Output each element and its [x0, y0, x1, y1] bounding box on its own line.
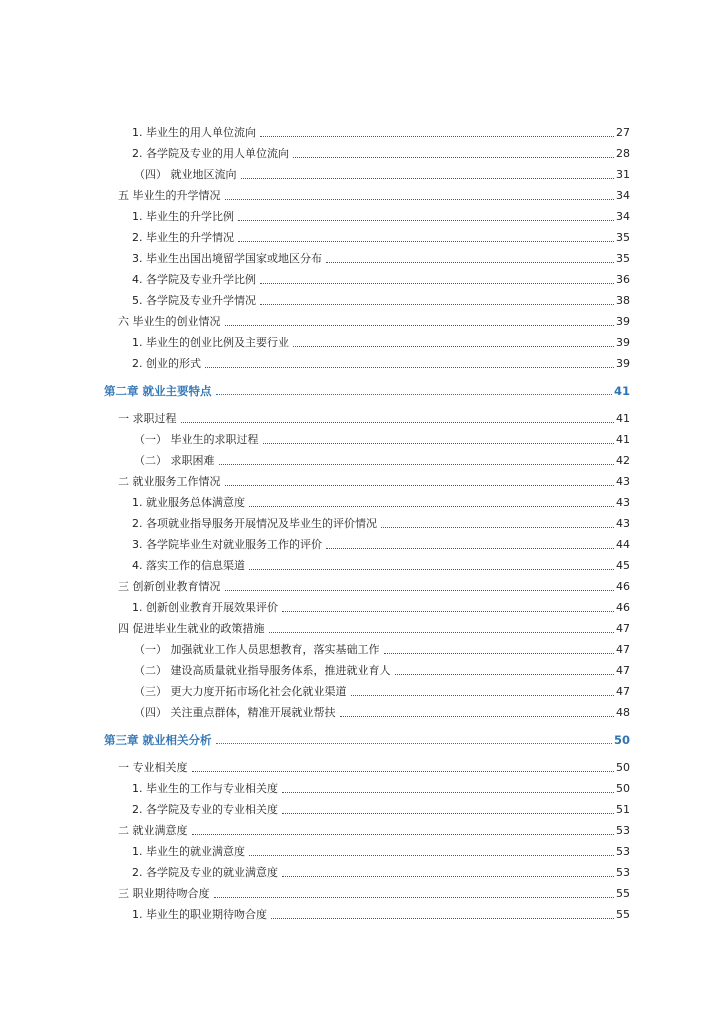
toc-page-number: 44: [616, 538, 630, 551]
toc-entry-title: 三 职业期待吻合度: [118, 887, 210, 900]
dot-leader: [381, 526, 614, 528]
toc-page-number: 55: [616, 908, 630, 921]
dot-leader: [249, 854, 614, 856]
toc-entry-title: 2. 各项就业指导服务开展情况及毕业生的评价情况: [132, 517, 377, 530]
toc-entry-title: 六 毕业生的创业情况: [118, 315, 221, 328]
dot-leader: [395, 673, 615, 675]
toc-entry-title: （一） 加强就业工作人员思想教育，落实基础工作: [134, 643, 380, 656]
dot-leader: [263, 442, 615, 444]
toc-entry-title: （四） 关注重点群体，精准开展就业帮扶: [134, 706, 336, 719]
dot-leader: [260, 303, 614, 305]
toc-entry[interactable]: [134, 641, 630, 657]
toc-entry-title: 1. 毕业生的创业比例及主要行业: [132, 336, 289, 349]
toc-entry[interactable]: [118, 187, 630, 203]
toc-entry[interactable]: [132, 494, 630, 510]
dot-leader: [282, 610, 614, 612]
toc-entry-title: 2. 各学院及专业的用人单位流向: [132, 147, 289, 160]
dot-leader: [340, 715, 615, 717]
dot-leader: [260, 135, 614, 137]
toc-entry-title: 二 就业满意度: [118, 824, 188, 837]
toc-page-number: 55: [616, 887, 630, 900]
toc-entry-title: 1. 就业服务总体满意度: [132, 496, 245, 509]
toc-entry[interactable]: [132, 208, 630, 224]
toc-entry[interactable]: [134, 683, 630, 699]
toc-page-number: 34: [616, 189, 630, 202]
toc-entry[interactable]: [132, 334, 630, 350]
toc-entry[interactable]: [118, 885, 630, 901]
toc-page-number: 53: [616, 824, 630, 837]
dot-leader: [293, 156, 614, 158]
toc-entry-title: （二） 建设高质量就业指导服务体系，推进就业育人: [134, 664, 391, 677]
toc-page-number: 43: [616, 475, 630, 488]
dot-leader: [192, 833, 615, 835]
toc-entry[interactable]: [132, 515, 630, 531]
toc-page-number: 39: [616, 357, 630, 370]
dot-leader: [219, 463, 615, 465]
toc-entry[interactable]: [132, 124, 630, 140]
toc-page-number: 28: [616, 147, 630, 160]
toc-entry-title: 五 毕业生的升学情况: [118, 189, 221, 202]
toc-page-number: 51: [616, 803, 630, 816]
toc-entry-title: 1. 创新创业教育开展效果评价: [132, 601, 278, 614]
toc-page-number: 41: [616, 433, 630, 446]
toc-page-number: 41: [613, 384, 630, 398]
toc-chapter-entry[interactable]: [104, 731, 630, 747]
dot-leader: [192, 770, 615, 772]
toc-entry-title: 一 专业相关度: [118, 761, 188, 774]
toc-entry[interactable]: [132, 557, 630, 573]
toc-page-number: 47: [616, 685, 630, 698]
toc-entry[interactable]: [132, 536, 630, 552]
toc-entry-title: 5. 各学院及专业升学情况: [132, 294, 256, 307]
toc-page-number: 50: [616, 761, 630, 774]
toc-entry[interactable]: [132, 864, 630, 880]
toc-entry-title: 2. 毕业生的升学情况: [132, 231, 234, 244]
toc-page-number: 35: [616, 252, 630, 265]
toc-entry[interactable]: [132, 292, 630, 308]
toc-page-number: 43: [616, 517, 630, 530]
toc-entry[interactable]: [132, 843, 630, 859]
dot-leader: [282, 812, 614, 814]
toc-page-number: 31: [616, 168, 630, 181]
toc-page-number: 39: [616, 315, 630, 328]
toc-entry-title: 1. 毕业生的升学比例: [132, 210, 234, 223]
toc-page-number: 38: [616, 294, 630, 307]
toc-page-number: 36: [616, 273, 630, 286]
toc-entry-title: （四） 就业地区流向: [134, 168, 237, 181]
toc-chapter-entry[interactable]: [104, 382, 630, 398]
toc-entry-title: （二） 求职困难: [134, 454, 215, 467]
dot-leader: [216, 742, 612, 744]
toc-entry[interactable]: [132, 229, 630, 245]
toc-entry[interactable]: [134, 166, 630, 182]
dot-leader: [225, 324, 615, 326]
dot-leader: [293, 345, 614, 347]
toc-entry[interactable]: [118, 313, 630, 329]
toc-entry-title: 一 求职过程: [118, 412, 177, 425]
dot-leader: [249, 505, 614, 507]
toc-entry-title: 4. 落实工作的信息渠道: [132, 559, 245, 572]
toc-page-number: 35: [616, 231, 630, 244]
toc-entry-title: 2. 创业的形式: [132, 357, 201, 370]
dot-leader: [241, 177, 615, 179]
dot-leader: [214, 896, 615, 898]
toc-entry-title: （一） 毕业生的求职过程: [134, 433, 259, 446]
dot-leader: [260, 282, 614, 284]
dot-leader: [326, 261, 614, 263]
toc-page-number: 48: [616, 706, 630, 719]
toc-page-number: 45: [616, 559, 630, 572]
toc-entry-title: 1. 毕业生的就业满意度: [132, 845, 245, 858]
toc-entry[interactable]: [132, 145, 630, 161]
toc-page-number: 53: [616, 845, 630, 858]
dot-leader: [238, 219, 614, 221]
toc-entry[interactable]: [132, 355, 630, 371]
dot-leader: [181, 421, 615, 423]
toc-page-number: 47: [616, 643, 630, 656]
toc-chapter-title: 第三章 就业相关分析: [104, 733, 212, 747]
toc-entry[interactable]: [132, 906, 630, 922]
dot-leader: [282, 875, 614, 877]
dot-leader: [384, 652, 615, 654]
toc-entry-title: 2. 各学院及专业的就业满意度: [132, 866, 278, 879]
toc-page-number: 50: [616, 782, 630, 795]
toc-entry-title: （三） 更大力度开拓市场化社会化就业渠道: [134, 685, 347, 698]
dot-leader: [282, 791, 614, 793]
toc-entry-title: 4. 各学院及专业升学比例: [132, 273, 256, 286]
toc-page-number: 46: [616, 580, 630, 593]
toc-entry-title: 2. 各学院及专业的专业相关度: [132, 803, 278, 816]
toc-entry[interactable]: [132, 599, 630, 615]
toc-page-number: 47: [616, 622, 630, 635]
dot-leader: [326, 547, 614, 549]
toc-entry-title: 二 就业服务工作情况: [118, 475, 221, 488]
toc-page-number: 53: [616, 866, 630, 879]
toc-page-number: 50: [613, 733, 630, 747]
toc-entry-title: 1. 毕业生的工作与专业相关度: [132, 782, 278, 795]
toc-entry[interactable]: [134, 452, 630, 468]
toc-entry-title: 1. 毕业生的职业期待吻合度: [132, 908, 267, 921]
toc-entry[interactable]: [132, 250, 630, 266]
toc-page-number: 43: [616, 496, 630, 509]
toc-entry[interactable]: [134, 704, 630, 720]
toc-page-number: 39: [616, 336, 630, 349]
dot-leader: [225, 198, 615, 200]
toc-page-number: 41: [616, 412, 630, 425]
toc-entry[interactable]: [132, 801, 630, 817]
toc-entry[interactable]: [134, 431, 630, 447]
dot-leader: [351, 694, 615, 696]
toc-page-number: 42: [616, 454, 630, 467]
dot-leader: [238, 240, 614, 242]
dot-leader: [271, 917, 614, 919]
toc-entry[interactable]: [118, 759, 630, 775]
toc-entry[interactable]: [134, 662, 630, 678]
toc-page-number: 46: [616, 601, 630, 614]
toc-entry-title: 四 促进毕业生就业的政策措施: [118, 622, 265, 635]
toc-entry-title: 3. 毕业生出国出境留学国家或地区分布: [132, 252, 322, 265]
dot-leader: [249, 568, 614, 570]
toc-page-number: 34: [616, 210, 630, 223]
toc-page-number: 47: [616, 664, 630, 677]
dot-leader: [205, 366, 614, 368]
dot-leader: [216, 393, 612, 395]
toc-entry[interactable]: [118, 822, 630, 838]
toc-entry[interactable]: [118, 620, 630, 636]
dot-leader: [269, 631, 615, 633]
toc-entry[interactable]: [118, 410, 630, 426]
toc-entry-title: 三 创新创业教育情况: [118, 580, 221, 593]
toc-page-number: 27: [616, 126, 630, 139]
dot-leader: [225, 589, 615, 591]
toc-entry[interactable]: [132, 271, 630, 287]
dot-leader: [225, 484, 615, 486]
toc-entry[interactable]: [118, 578, 630, 594]
toc-entry-title: 3. 各学院毕业生对就业服务工作的评价: [132, 538, 322, 551]
toc-entry[interactable]: [118, 473, 630, 489]
toc-chapter-title: 第二章 就业主要特点: [104, 384, 212, 398]
toc-entry-title: 1. 毕业生的用人单位流向: [132, 126, 256, 139]
toc-entry[interactable]: [132, 780, 630, 796]
